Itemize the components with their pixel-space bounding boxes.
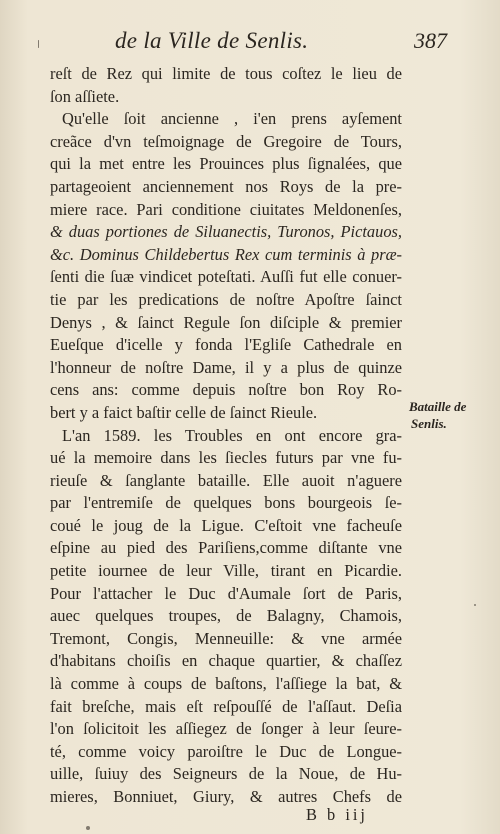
text-line: miere race. Pari conditione ciuitates Meldonenſes, [50, 199, 402, 219]
text-line: Pour l'attacher le Duc d'Aumale ſort de Paris, [50, 583, 402, 603]
text-line: & duas portiones de Siluanectis, Turonos, Pictauos, [50, 222, 402, 242]
margin-note [409, 398, 499, 432]
signature-mark: B b iij [306, 805, 368, 824]
running-header: de la Ville de Senlis. [115, 28, 309, 53]
text-line: ué la memoire dans les ſiecles futurs par vne fu- [50, 448, 402, 468]
text-line: rieuſe & ſanglante bataille. Elle auoit n'aguere [50, 470, 402, 490]
text-line: auec quelques troupes, de Balagny, Chamois, [50, 606, 402, 626]
text-line: uille, ſuiuy des Seigneurs de la Noue, de Hu- [50, 764, 402, 784]
text-line: mieres, Bonniuet, Giury, & autres Chefs de [50, 787, 402, 806]
text-line: L'an 1589. les Troubles en ont encore gra- [62, 425, 402, 445]
text-line: creãce d'vn teſmoignage de Gregoire de Tours, [50, 131, 402, 151]
text-line: tie par les predications de noſtre Apoſtre ſainct [50, 289, 402, 309]
text-line: qui la met entre les Prouinces plus ſignalées, que [50, 154, 402, 174]
text-line: partageoient anciennement nos Roys de la pre- [50, 176, 402, 196]
text-line: Qu'elle ſoit ancienne , i'en prens ayſement [62, 109, 402, 129]
text-line: ſon aſſiete. [50, 86, 120, 106]
text-line: bert y a faict baſtir celle de ſainct Rieule. [50, 402, 318, 422]
text-line: par l'entremiſe de quelques bons bourgeois ſe- [50, 493, 402, 513]
text-line: coué le joug de la Ligue. C'eſtoit vne facheuſe [50, 515, 402, 535]
text-line: té, comme voicy paroiſtre le Duc de Longue- [50, 741, 402, 761]
text-line: d'habitans choiſis en chaque quartier, & chaſſez [50, 651, 402, 671]
text-line: Eueſque d'icelle y fonda l'Egliſe Cathedrale en [50, 335, 402, 355]
body-text [50, 63, 402, 809]
ink-speck [86, 826, 90, 830]
text-line: reſt de Rez qui limite de tous coſtez le lieu de [50, 64, 402, 83]
text-line: &c. Dominus Childebertus Rex cum terminis à præ- [50, 244, 402, 264]
text-line: ſenti die ſuæ vindicet poteſtati. Auſſi fut elle conuer- [50, 267, 402, 287]
text-line: eſpine au pied des Pariſiens,comme diſtante vne [50, 538, 402, 558]
page-number: 387 [414, 28, 447, 53]
text-line: petite iournee de leur Ville, tirant en Picardie. [50, 561, 402, 581]
text-line: là comme à coups de baſtons, l'aſſiege la bat, & [50, 674, 402, 694]
margin-note-line: Senlis. [411, 416, 447, 431]
text-line: fait breſche, mais eſt reſpouſſé de l'aſſaut. Deſia [50, 696, 402, 716]
text-line: Denys , & ſainct Regule ſon diſciple & premier [50, 312, 402, 332]
text-line: Tremont, Congis, Menneuille: & vne armée [50, 628, 402, 648]
text-line: l'on ſolicitoit les aſſiegez de ſonger à leur ſeure- [50, 719, 402, 739]
ink-speck [474, 604, 476, 606]
margin-note-line: Bataille de [409, 399, 467, 414]
ink-speck [38, 40, 39, 48]
text-line: cens ans: comme depuis noſtre bon Roy Ro- [50, 380, 402, 400]
text-line: l'honneur de noſtre Dame, il y a plus de quinze [50, 357, 402, 377]
